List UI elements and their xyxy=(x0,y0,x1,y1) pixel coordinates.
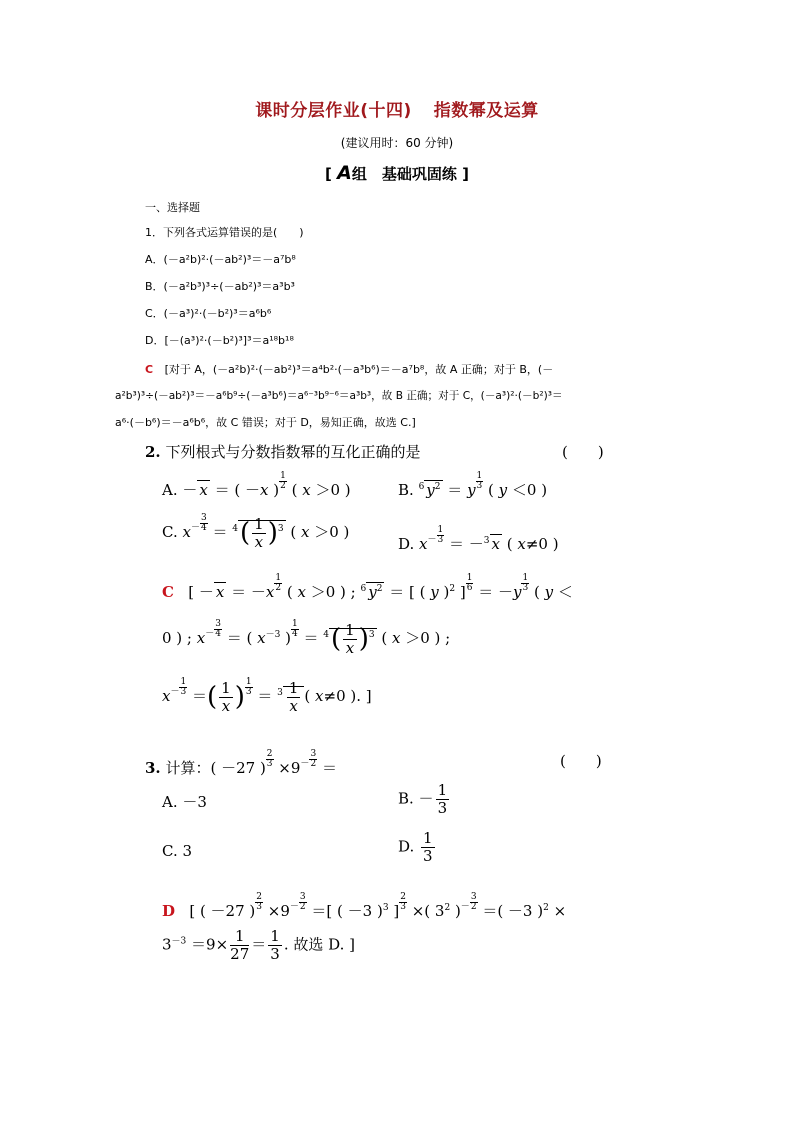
q3-stem: 3. 计算：( －27 ) $\frac{2}{3}$ ×9 － $\frac{3}{2}$ ＝ xyxy=(145,749,337,777)
group-text: 组 基础巩固练 xyxy=(351,165,457,183)
title-right: 指数幂及运算 xyxy=(433,101,539,121)
q1-explanation-line3: a⁶·(－b⁶)＝－a⁶b⁶，故 C 错误；对于 D，易知正确，故选 C.] xyxy=(115,416,416,429)
group-letter: A xyxy=(337,162,352,184)
q1-option-c: C．(－a³)²·(－b²)³＝a⁶b⁶ xyxy=(145,307,272,320)
q2-answer-blank: ( ) xyxy=(562,443,604,461)
q2-option-a: A. － x ＝ ( －x ) $\frac{1}{2}$ ( x ＞0 ) xyxy=(162,471,351,499)
q1-explanation-line1: C [对于 A，(－a²b)²·(－ab²)³＝a⁴b²·(－a³b⁶)＝－a⁷b⁸，故 A 正确；对于 B，(－ xyxy=(145,363,554,376)
q2-stem: 2. 下列根式与分数指数幂的互化正确的是 xyxy=(145,443,421,461)
q2-option-d: D. x － $\frac{1}{3}$ ＝ －$^3$ x ( x≠0 ) xyxy=(398,525,559,553)
section-heading: 一、选择题 xyxy=(145,201,200,214)
q3-answer-blank: ( ) xyxy=(560,752,602,770)
q3-option-d: D. $\frac{1}{3}$ xyxy=(398,829,433,865)
page-title xyxy=(0,96,794,121)
q2-explanation-line2: 0 ) ; x － $\frac{3}{4}$ ＝ ( $x^{-3}$ ) $\frac{1}{4}$ ＝ $^4$( $\frac{1}{x}$ )$^3$ ( x ＞0 ) ; xyxy=(162,619,451,657)
q2-explanation-line3: x － $\frac{1}{3}$ ＝( $\frac{1}{x}$ ) $\frac{1}{3}$ ＝ $^3$ $\frac{1}{x}$ ( x≠0 ). ] xyxy=(162,677,372,715)
suggested-time: (建议用时：60 分钟) xyxy=(340,136,454,150)
q3-option-c: C. 3 xyxy=(162,842,193,860)
q2-explanation-line1: C [ － x ＝ －x $\frac{1}{2}$ ( x ＞0 ) ; $^6$ $y^2$ ＝ [ ( y )$^2$ ] $\frac{1}{6}$ ＝ －y $\frac{1}{3}$ ( y ＜ xyxy=(162,573,573,601)
q2-option-b: B. $^6$ $y^2 = y$ $\frac{1}{3}$ ( y ＜0 ) xyxy=(398,471,548,499)
q1-option-d: D．[－(a³)²·(－b²)³]³＝a¹⁸b¹⁸ xyxy=(145,334,294,347)
q1-stem: 1．下列各式运算错误的是( ) xyxy=(145,226,304,239)
q2-answer: C xyxy=(162,583,174,601)
q3-option-b: B. － $\frac{1}{3}$ xyxy=(398,781,448,817)
group-heading: [ A组 基础巩固练 ] xyxy=(325,162,469,184)
q3-answer: D xyxy=(162,902,176,920)
q1-option-a: A．(－a²b)²·(－ab²)³＝－a⁷b⁸ xyxy=(145,253,296,266)
q3-option-a: A. －3 xyxy=(162,793,207,811)
q3-explanation-line1: D [ ( －27 ) $\frac{2}{3}$ ×9 － $\frac{3}{2}$ ＝[ ( －3 )$^3$ ] $\frac{2}{3}$ ×( $3^2$ ) － $\frac{3}{2}$ ＝( －3 )$^2$ × xyxy=(162,892,567,920)
q1-answer: C xyxy=(145,363,154,376)
q1-explanation-line2: a²b³)³÷(－ab²)³＝－a⁶b⁹÷(－a³b⁶)＝a⁶⁻³b⁹⁻⁶＝a³b³，故 B 正确；对于 C，(－a³)²·(－b²)³＝ xyxy=(115,390,563,402)
q3-explanation-line2: $3^{-3} =9\times$ $\frac{1}{27}$ ＝ $\frac{1}{3}$ . 故选 D. ] xyxy=(162,927,356,963)
q1-option-b: B．(－a²b³)³÷(－ab²)³＝a³b³ xyxy=(145,280,295,293)
q2-option-c: C. x － $\frac{3}{4}$ ＝ $^4$( $\frac{1}{x}$ )$^3$ ( x ＞0 ) xyxy=(162,513,350,551)
title-left: 课时分层作业(十四) xyxy=(255,101,412,121)
